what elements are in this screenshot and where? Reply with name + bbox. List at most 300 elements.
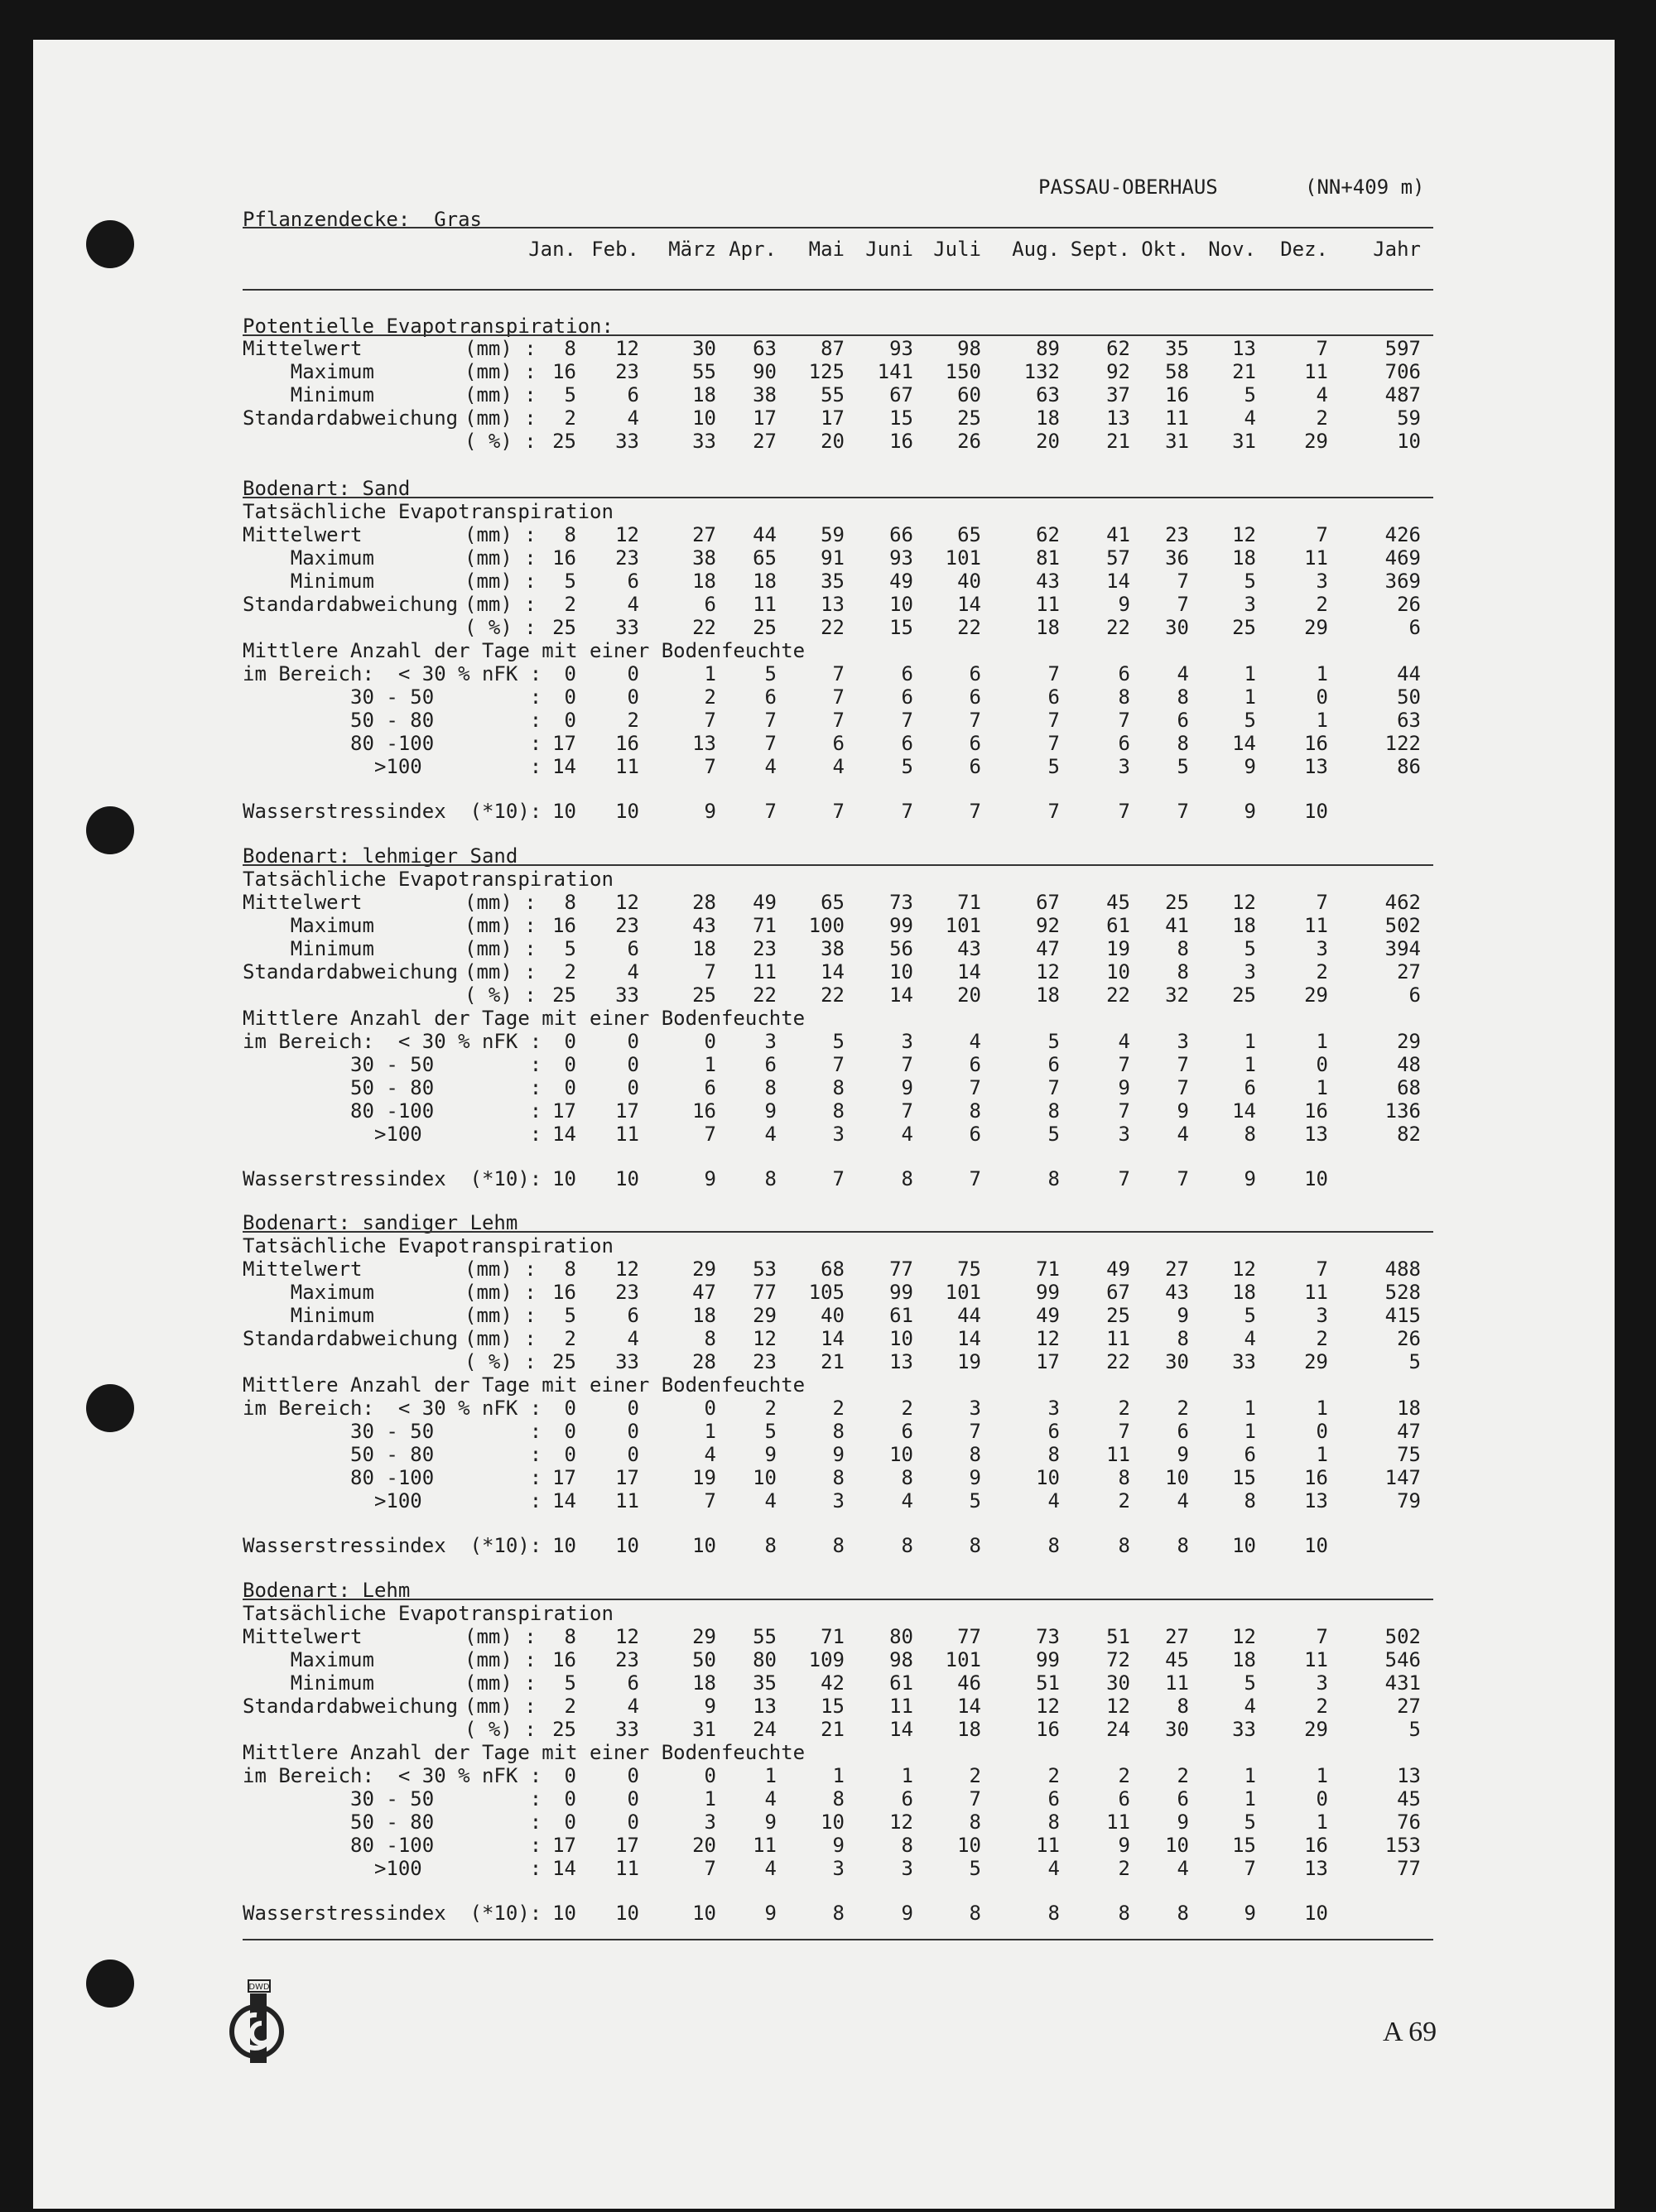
table-cell: 0 — [627, 1397, 639, 1420]
table-cell: 25 — [957, 406, 981, 430]
stress-cell: 8 — [1118, 1902, 1130, 1925]
table-cell: 3 — [1316, 1671, 1328, 1695]
table-cell: 23 — [753, 937, 777, 960]
table-cell: 4 — [764, 1489, 777, 1512]
table-cell: 7 — [1047, 662, 1060, 685]
table-cell: 469 — [1384, 546, 1421, 570]
stress-cell: 7 — [1047, 800, 1060, 823]
table-cell: 29 — [1304, 1718, 1328, 1741]
table-cell: 25 — [1232, 983, 1256, 1007]
column-header: Sept. — [1070, 238, 1130, 261]
table-cell: 28 — [692, 1350, 716, 1373]
table-cell: 22 — [753, 983, 777, 1007]
dwd-logo-icon — [225, 1979, 288, 2066]
table-cell: 101 — [945, 914, 981, 937]
table-cell: 0 — [1316, 1420, 1328, 1443]
table-cell: 30 — [1165, 616, 1189, 639]
table-cell: 12 — [615, 1625, 639, 1648]
table-cell: 7 — [832, 709, 845, 732]
table-cell: 6 — [969, 662, 981, 685]
table-cell: 8 — [832, 1787, 845, 1810]
row-unit: (mm) : — [465, 337, 537, 360]
table-cell: 6 — [764, 685, 777, 709]
table-cell: 20 — [692, 1834, 716, 1857]
table-cell: 5 — [564, 1671, 576, 1695]
table-cell: 18 — [1036, 983, 1060, 1007]
stress-cell: 10 — [1304, 1167, 1328, 1190]
table-cell: 10 — [1165, 1466, 1189, 1489]
table-cell: 0 — [704, 1764, 716, 1787]
table-cell: 6 — [969, 732, 981, 755]
table-cell: 7 — [969, 1787, 981, 1810]
table-cell: 21 — [1106, 430, 1130, 453]
table-cell: 4 — [1244, 1327, 1256, 1350]
table-cell: 51 — [1106, 1625, 1130, 1648]
table-cell: 61 — [889, 1304, 913, 1327]
table-cell: 55 — [692, 360, 716, 383]
table-cell: 2 — [764, 1397, 777, 1420]
table-cell: 3 — [1316, 1304, 1328, 1327]
table-cell: 98 — [957, 337, 981, 360]
table-cell: 99 — [889, 1281, 913, 1304]
table-cell: 65 — [957, 523, 981, 546]
table-cell: 0 — [627, 1053, 639, 1076]
divider — [243, 497, 1433, 498]
table-cell: 122 — [1384, 732, 1421, 755]
table-cell: 15 — [821, 1695, 845, 1718]
table-cell: 7 — [1316, 1625, 1328, 1648]
table-cell: 92 — [1036, 914, 1060, 937]
table-cell: 7 — [704, 755, 716, 778]
table-cell: 55 — [821, 383, 845, 406]
table-cell: 5 — [1244, 1810, 1256, 1834]
moisture-range-label: 30 - 50 : — [243, 1053, 542, 1076]
table-cell: 1 — [704, 1787, 716, 1810]
table-cell: 27 — [753, 430, 777, 453]
table-cell: 71 — [753, 914, 777, 937]
table-cell: 18 — [957, 1718, 981, 1741]
table-cell: 23 — [1165, 523, 1189, 546]
table-cell: 98 — [889, 1648, 913, 1671]
table-cell: 4 — [1177, 1489, 1189, 1512]
table-cell: 3 — [1118, 755, 1130, 778]
table-cell: 1 — [1316, 1397, 1328, 1420]
stress-cell: 8 — [832, 1534, 845, 1557]
row-unit: (mm) : — [465, 1695, 537, 1718]
table-cell: 6 — [627, 1304, 639, 1327]
table-cell: 18 — [692, 1304, 716, 1327]
table-cell: 26 — [957, 430, 981, 453]
table-cell: 11 — [1304, 546, 1328, 570]
table-cell: 12 — [615, 1257, 639, 1281]
table-cell: 6 — [1118, 732, 1130, 755]
table-cell: 0 — [564, 1030, 576, 1053]
table-cell: 3 — [764, 1030, 777, 1053]
column-header: Aug. — [1012, 238, 1060, 261]
station-elevation: (NN+409 m) — [1305, 176, 1425, 199]
table-cell: 10 — [753, 1466, 777, 1489]
table-cell: 5 — [564, 570, 576, 593]
stress-cell: 10 — [1304, 1902, 1328, 1925]
table-cell: 91 — [821, 546, 845, 570]
stress-cell: 10 — [615, 1902, 639, 1925]
stress-cell: 8 — [901, 1167, 913, 1190]
table-cell: 1 — [1316, 1443, 1328, 1466]
table-cell: 2 — [969, 1764, 981, 1787]
table-cell: 1 — [1316, 1030, 1328, 1053]
table-cell: 56 — [889, 937, 913, 960]
table-cell: 17 — [615, 1834, 639, 1857]
table-cell: 4 — [1177, 1123, 1189, 1146]
table-cell: 58 — [1165, 360, 1189, 383]
table-cell: 12 — [1036, 1695, 1060, 1718]
table-cell: 6 — [1118, 662, 1130, 685]
table-cell: 6 — [1177, 1787, 1189, 1810]
table-cell: 33 — [615, 616, 639, 639]
stress-cell: 8 — [901, 1534, 913, 1557]
table-cell: 7 — [901, 1099, 913, 1123]
table-cell: 7 — [764, 709, 777, 732]
table-cell: 71 — [957, 891, 981, 914]
soil-section-title: Bodenart: sandiger Lehm — [243, 1211, 518, 1234]
table-cell: 25 — [1232, 616, 1256, 639]
row-unit: (mm) : — [465, 406, 537, 430]
table-cell: 8 — [969, 1099, 981, 1123]
table-cell: 14 — [1232, 1099, 1256, 1123]
stress-index-label: Wasserstressindex (*10): — [243, 1902, 542, 1925]
table-cell: 1 — [1244, 1787, 1256, 1810]
table-cell: 13 — [1304, 1489, 1328, 1512]
table-cell: 5 — [564, 1304, 576, 1327]
table-cell: 12 — [1232, 1257, 1256, 1281]
stress-cell: 10 — [615, 1534, 639, 1557]
table-cell: 528 — [1384, 1281, 1421, 1304]
stress-cell: 10 — [552, 1534, 576, 1557]
table-cell: 22 — [1106, 983, 1130, 1007]
table-cell: 9 — [704, 1695, 716, 1718]
stress-cell: 10 — [1304, 800, 1328, 823]
table-cell: 5 — [1244, 1671, 1256, 1695]
table-cell: 8 — [564, 523, 576, 546]
row-unit: (mm) : — [465, 937, 537, 960]
table-cell: 12 — [1232, 1625, 1256, 1648]
table-cell: 3 — [1244, 593, 1256, 616]
table-cell: 7 — [704, 1123, 716, 1146]
stress-index-label: Wasserstressindex (*10): — [243, 800, 542, 823]
table-cell: 5 — [1047, 755, 1060, 778]
row-label: Standardabweichung — [243, 406, 459, 430]
table-cell: 4 — [1316, 383, 1328, 406]
divider — [243, 289, 1433, 291]
table-cell: 38 — [753, 383, 777, 406]
table-cell: 23 — [615, 546, 639, 570]
table-cell: 2 — [564, 406, 576, 430]
table-cell: 55 — [753, 1625, 777, 1648]
table-cell: 5 — [1408, 1718, 1421, 1741]
table-cell: 15 — [1232, 1834, 1256, 1857]
table-cell: 25 — [1165, 891, 1189, 914]
table-cell: 0 — [627, 1420, 639, 1443]
table-cell: 93 — [889, 546, 913, 570]
row-label: Mittelwert — [243, 1625, 363, 1648]
table-cell: 25 — [552, 983, 576, 1007]
stress-cell: 8 — [764, 1167, 777, 1190]
table-cell: 62 — [1106, 337, 1130, 360]
row-label: Maximum — [243, 1648, 374, 1671]
table-cell: 9 — [1177, 1099, 1189, 1123]
table-cell: 0 — [627, 1787, 639, 1810]
table-cell: 7 — [901, 1053, 913, 1076]
table-cell: 17 — [552, 1099, 576, 1123]
row-label: Maximum — [243, 360, 374, 383]
table-cell: 25 — [1106, 1304, 1130, 1327]
table-cell: 44 — [753, 523, 777, 546]
table-cell: 7 — [1244, 1857, 1256, 1880]
table-cell: 57 — [1106, 546, 1130, 570]
stress-cell: 8 — [969, 1534, 981, 1557]
table-cell: 27 — [1397, 1695, 1421, 1718]
table-cell: 75 — [1397, 1443, 1421, 1466]
column-header: Feb. — [591, 238, 639, 261]
table-cell: 21 — [821, 1350, 845, 1373]
table-cell: 16 — [1165, 383, 1189, 406]
table-cell: 4 — [1244, 406, 1256, 430]
table-cell: 8 — [564, 1625, 576, 1648]
table-cell: 92 — [1106, 360, 1130, 383]
logo-text: DWD — [248, 1983, 270, 1992]
row-label: Minimum — [243, 937, 374, 960]
table-cell: 14 — [552, 1123, 576, 1146]
table-cell: 26 — [1397, 1327, 1421, 1350]
table-cell: 105 — [808, 1281, 845, 1304]
table-cell: 11 — [1304, 360, 1328, 383]
table-cell: 546 — [1384, 1648, 1421, 1671]
table-cell: 10 — [889, 1327, 913, 1350]
table-cell: 5 — [1244, 937, 1256, 960]
table-cell: 4 — [1118, 1030, 1130, 1053]
moisture-range-label: 80 -100 : — [243, 1834, 542, 1857]
table-cell: 33 — [615, 1718, 639, 1741]
table-cell: 14 — [552, 1489, 576, 1512]
table-cell: 20 — [957, 983, 981, 1007]
table-cell: 76 — [1397, 1810, 1421, 1834]
table-cell: 8 — [704, 1327, 716, 1350]
table-cell: 2 — [627, 709, 639, 732]
table-cell: 25 — [552, 616, 576, 639]
table-cell: 48 — [1397, 1053, 1421, 1076]
table-cell: 0 — [627, 1764, 639, 1787]
table-cell: 8 — [1177, 685, 1189, 709]
stress-cell: 7 — [901, 800, 913, 823]
row-unit: (mm) : — [465, 593, 537, 616]
table-cell: 9 — [1244, 755, 1256, 778]
table-cell: 8 — [1177, 732, 1189, 755]
table-cell: 5 — [1047, 1030, 1060, 1053]
table-cell: 8 — [1047, 1810, 1060, 1834]
table-cell: 24 — [1106, 1718, 1130, 1741]
table-cell: 9 — [1118, 1076, 1130, 1099]
table-cell: 6 — [901, 1420, 913, 1443]
table-cell: 6 — [627, 383, 639, 406]
moisture-range-label: 50 - 80 : — [243, 1810, 542, 1834]
table-cell: 7 — [969, 1076, 981, 1099]
divider — [243, 1599, 1433, 1600]
table-cell: 13 — [821, 593, 845, 616]
table-cell: 9 — [1118, 1834, 1130, 1857]
table-cell: 21 — [1232, 360, 1256, 383]
table-cell: 18 — [1232, 1648, 1256, 1671]
table-cell: 1 — [764, 1764, 777, 1787]
table-cell: 488 — [1384, 1257, 1421, 1281]
table-cell: 40 — [821, 1304, 845, 1327]
table-cell: 7 — [969, 1420, 981, 1443]
table-cell: 44 — [957, 1304, 981, 1327]
table-cell: 11 — [1165, 1671, 1189, 1695]
table-cell: 7 — [704, 1857, 716, 1880]
table-cell: 2 — [832, 1397, 845, 1420]
table-cell: 1 — [1244, 1397, 1256, 1420]
table-cell: 0 — [564, 1420, 576, 1443]
table-cell: 132 — [1023, 360, 1060, 383]
table-cell: 6 — [969, 685, 981, 709]
table-cell: 13 — [1106, 406, 1130, 430]
table-cell: 5 — [1177, 755, 1189, 778]
table-cell: 4 — [704, 1443, 716, 1466]
row-unit: ( %) : — [465, 616, 537, 639]
table-cell: 11 — [615, 1123, 639, 1146]
days-title: Mittlere Anzahl der Tage mit einer Bodenfeuchte — [243, 639, 806, 662]
table-cell: 2 — [564, 960, 576, 983]
table-cell: 6 — [627, 937, 639, 960]
stress-cell: 9 — [764, 1902, 777, 1925]
stress-cell: 9 — [1244, 800, 1256, 823]
table-cell: 29 — [692, 1257, 716, 1281]
table-cell: 6 — [832, 732, 845, 755]
table-cell: 6 — [901, 732, 913, 755]
table-cell: 21 — [821, 1718, 845, 1741]
table-cell: 0 — [627, 685, 639, 709]
stress-cell: 7 — [1118, 1167, 1130, 1190]
table-cell: 43 — [692, 914, 716, 937]
table-cell: 7 — [704, 1489, 716, 1512]
column-header: Mai — [808, 238, 845, 261]
stress-index-label: Wasserstressindex (*10): — [243, 1534, 542, 1557]
table-cell: 8 — [1244, 1123, 1256, 1146]
table-cell: 2 — [564, 1327, 576, 1350]
table-cell: 5 — [1408, 1350, 1421, 1373]
stress-cell: 7 — [1118, 800, 1130, 823]
table-cell: 9 — [832, 1443, 845, 1466]
table-cell: 99 — [1036, 1281, 1060, 1304]
row-unit: (mm) : — [465, 1671, 537, 1695]
divider — [243, 227, 1433, 228]
table-cell: 6 — [969, 1123, 981, 1146]
row-label: Standardabweichung — [243, 960, 459, 983]
table-cell: 13 — [1304, 1123, 1328, 1146]
stress-cell: 10 — [615, 800, 639, 823]
table-cell: 7 — [1118, 709, 1130, 732]
row-unit: (mm) : — [465, 1648, 537, 1671]
table-cell: 13 — [889, 1350, 913, 1373]
table-cell: 53 — [753, 1257, 777, 1281]
column-header: Jahr — [1373, 238, 1421, 261]
table-cell: 45 — [1397, 1787, 1421, 1810]
moisture-range-label: 80 -100 : — [243, 732, 542, 755]
table-cell: 10 — [1165, 1834, 1189, 1857]
row-unit: (mm) : — [465, 1625, 537, 1648]
table-cell: 6 — [1408, 983, 1421, 1007]
station-name: PASSAU-OBERHAUS — [1038, 176, 1218, 199]
table-cell: 16 — [552, 360, 576, 383]
table-cell: 14 — [1106, 570, 1130, 593]
table-cell: 24 — [753, 1718, 777, 1741]
table-cell: 7 — [704, 709, 716, 732]
table-cell: 6 — [1047, 1787, 1060, 1810]
moisture-range-label: im Bereich: < 30 % nFK : — [243, 1397, 542, 1420]
table-cell: 18 — [692, 1671, 716, 1695]
table-cell: 16 — [692, 1099, 716, 1123]
row-label: Maximum — [243, 1281, 374, 1304]
table-cell: 67 — [889, 383, 913, 406]
table-cell: 7 — [1177, 1076, 1189, 1099]
table-cell: 16 — [1304, 1834, 1328, 1857]
table-cell: 0 — [564, 1787, 576, 1810]
table-cell: 29 — [1304, 430, 1328, 453]
divider — [243, 1939, 1433, 1940]
table-cell: 7 — [1177, 593, 1189, 616]
table-cell: 2 — [564, 593, 576, 616]
table-cell: 19 — [692, 1466, 716, 1489]
table-cell: 7 — [969, 709, 981, 732]
table-cell: 5 — [564, 937, 576, 960]
moisture-range-label: >100 : — [243, 1123, 542, 1146]
table-cell: 8 — [1177, 1695, 1189, 1718]
table-cell: 7 — [1177, 570, 1189, 593]
table-cell: 5 — [832, 1030, 845, 1053]
table-cell: 4 — [969, 1030, 981, 1053]
table-cell: 14 — [552, 755, 576, 778]
table-cell: 11 — [1036, 593, 1060, 616]
table-cell: 18 — [692, 383, 716, 406]
table-cell: 1 — [704, 1053, 716, 1076]
table-cell: 16 — [1304, 732, 1328, 755]
table-cell: 7 — [1047, 732, 1060, 755]
table-cell: 81 — [1036, 546, 1060, 570]
table-cell: 6 — [627, 1671, 639, 1695]
table-cell: 25 — [552, 1350, 576, 1373]
table-cell: 4 — [764, 755, 777, 778]
table-cell: 67 — [1036, 891, 1060, 914]
table-cell: 40 — [957, 570, 981, 593]
table-cell: 5 — [564, 383, 576, 406]
table-cell: 90 — [753, 360, 777, 383]
table-cell: 11 — [1106, 1443, 1130, 1466]
row-label: Minimum — [243, 1671, 374, 1695]
table-cell: 11 — [1106, 1810, 1130, 1834]
table-cell: 6 — [1047, 1053, 1060, 1076]
row-label: Mittelwert — [243, 523, 363, 546]
table-cell: 10 — [1397, 430, 1421, 453]
table-cell: 9 — [1118, 593, 1130, 616]
table-cell: 13 — [692, 732, 716, 755]
table-cell: 14 — [957, 1327, 981, 1350]
table-cell: 8 — [1177, 960, 1189, 983]
table-cell: 23 — [615, 1281, 639, 1304]
row-unit: (mm) : — [465, 523, 537, 546]
table-cell: 50 — [1397, 685, 1421, 709]
table-cell: 431 — [1384, 1671, 1421, 1695]
table-cell: 71 — [1036, 1257, 1060, 1281]
